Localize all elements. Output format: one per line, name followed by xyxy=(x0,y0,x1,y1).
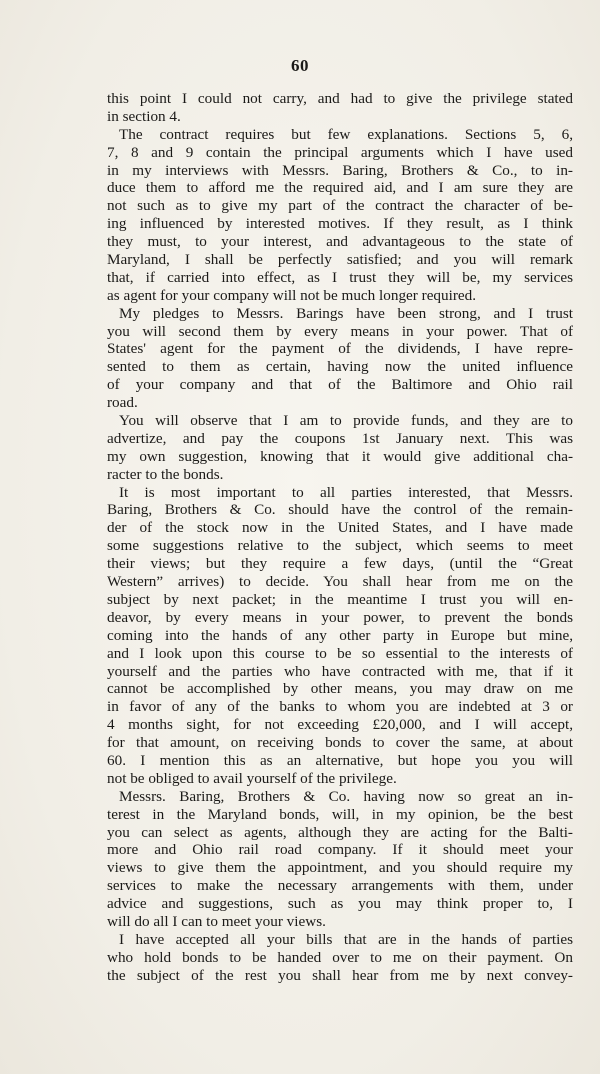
text-line: you will second them by every means in your power. That of xyxy=(107,322,573,340)
text-line: you can select as agents, although they are acting for the Balti- xyxy=(107,823,573,841)
text-line: 7, 8 and 9 contain the principal arguments which I have used xyxy=(107,143,573,161)
text-line: My pledges to Messrs. Barings have been strong, and I trust xyxy=(119,304,573,322)
text-line: coming into the hands of any other party in Europe but mine, xyxy=(107,626,573,644)
page-number: 60 xyxy=(291,56,309,75)
text-line: advice and suggestions, such as you may think proper to, I xyxy=(107,895,573,913)
text-line: in my interviews with Messrs. Baring, Brothers & Co., to in- xyxy=(107,161,573,179)
text-line: Western” arrives) to decide. You shall hear from me on the xyxy=(107,573,573,591)
text-line: Maryland, I shall be perfectly satisfied; and you will remark xyxy=(107,251,573,269)
text-line: 60. I mention this as an alternative, but hope you you will xyxy=(107,751,573,769)
text-line: I have accepted all your bills that are in the hands of parties xyxy=(119,930,573,948)
text-line: their views; but they require a few days, (until the “Great xyxy=(107,555,573,573)
text-line: who hold bonds to be handed over to me on their payment. On xyxy=(107,948,573,966)
text-line: in section 4. xyxy=(107,107,181,125)
text-line: for that amount, on receiving bonds to cover the same, at about xyxy=(107,734,573,752)
text-line: views to give them the appointment, and you should require my xyxy=(107,859,573,877)
text-line: of your company and that of the Baltimore and Ohio rail xyxy=(107,376,573,394)
text-line: will do all I can to meet your views. xyxy=(107,912,326,930)
body-text xyxy=(107,90,573,985)
text-line: der of the stock now in the United States, and I have made xyxy=(107,519,573,537)
text-line: as agent for your company will not be much longer required. xyxy=(107,286,477,304)
text-line: more and Ohio rail road company. If it should meet your xyxy=(107,841,573,859)
text-line: they must, to your interest, and advantageous to the state of xyxy=(107,233,573,251)
text-line: cannot be accomplished by other means, you may draw on me xyxy=(107,680,573,698)
text-line: Messrs. Baring, Brothers & Co. having now so great an in- xyxy=(119,787,573,805)
text-line: racter to the bonds. xyxy=(107,465,224,483)
text-line: duce them to afford me the required aid, and I am sure they are xyxy=(107,179,573,197)
text-line: the subject of the rest you shall hear from me by next convey- xyxy=(107,966,573,984)
text-line: ing influenced by interested motives. If they result, as I think xyxy=(107,215,573,233)
text-line: Baring, Brothers & Co. should have the control of the remain- xyxy=(107,501,573,519)
text-line: You will observe that I am to provide funds, and they are to xyxy=(119,412,573,430)
text-line: terest in the Maryland bonds, will, in my opinion, be the best xyxy=(107,805,573,823)
text-line: 4 months sight, for not exceeding £20,000, and I will accept, xyxy=(107,716,573,734)
text-line: subject by next packet; in the meantime I trust you will en- xyxy=(107,590,573,608)
text-line: sented to them as certain, having now the united influence xyxy=(107,358,573,376)
text-line: yourself and the parties who have contracted with me, that if it xyxy=(107,662,573,680)
text-line: in favor of any of the banks to whom you are indebted at 3 or xyxy=(107,698,573,716)
text-line: States' agent for the payment of the dividends, I have repre- xyxy=(107,340,573,358)
text-line: that, if carried into effect, as I trust they will be, my services xyxy=(107,268,573,286)
text-line: and I look upon this course to be so essential to the interests of xyxy=(107,644,573,662)
text-line: my own suggestion, knowing that it would give additional cha- xyxy=(107,447,573,465)
text-line: advertize, and pay the coupons 1st January next. This was xyxy=(107,429,573,447)
text-line: It is most important to all parties interested, that Messrs. xyxy=(119,483,573,501)
text-line: services to make the necessary arrangements with them, under xyxy=(107,877,573,895)
text-line: this point I could not carry, and had to give the privilege stated xyxy=(107,90,573,107)
text-line: road. xyxy=(107,394,138,412)
text-line: The contract requires but few explanations. Sections 5, 6, xyxy=(119,125,573,143)
text-line: not such as to give my part of the contract the character of be- xyxy=(107,197,573,215)
text-line: some suggestions relative to the subject, which seems to meet xyxy=(107,537,573,555)
text-line: not be obliged to avail yourself of the privilege. xyxy=(107,769,397,787)
text-line: deavor, by every means in your power, to prevent the bonds xyxy=(107,608,573,626)
